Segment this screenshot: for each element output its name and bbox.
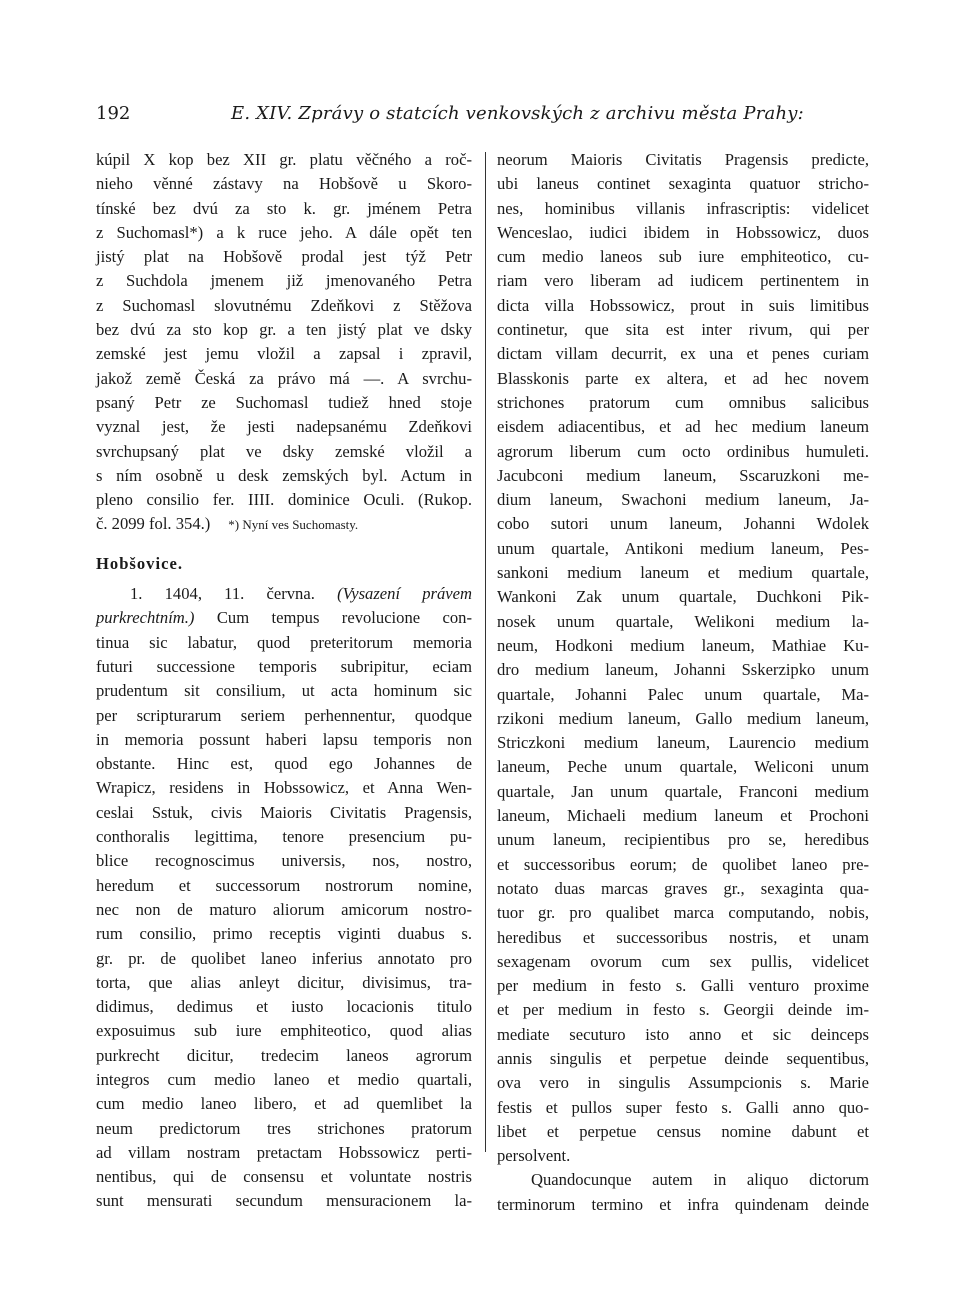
text-line: nieho věnné zástavy na Hobšově u Skoro-	[96, 174, 472, 194]
text-line: unum quartale, Antikoni medium laneum, Pes-	[497, 538, 869, 558]
text-line: Striczkoni medium laneum, Laurencio medium	[497, 733, 869, 753]
text-line: neorum Maioris Civitatis Pragensis predicte,	[497, 150, 869, 169]
text-line: vyznal jest, že jesti nadepsanému Zdeňkovi	[96, 417, 472, 437]
text-line: s ním osobně u desk zemských byl. Actum in	[96, 465, 472, 485]
text-line: ceslai Sstuk, civis Maioris Civitatis Pragensis,	[96, 802, 472, 822]
text-line: psaný Petr ze Suchomasl tudiež hned stoje	[96, 392, 472, 412]
text-line: Wenceslao, iudici ibidem in Hobssowicz, duos	[497, 222, 869, 242]
latin-charter-text-cont	[497, 148, 869, 1168]
entry-title-cont: purkrechtním.)	[96, 608, 195, 628]
section-heading: Hobšovice.	[96, 553, 183, 573]
text-line: z Suchomasl*) a k ruce jeho. A dále opět ten	[96, 222, 472, 242]
text-line: cobo sutori unum laneum, Johanni Wdolek	[497, 514, 869, 534]
text-line: ubi laneus continet sexaginta quatuor stricho-	[497, 174, 869, 194]
text-line: cum medio laneo libero, et ad quemlibet la	[96, 1094, 472, 1114]
text-line: per medium in festo s. Galli venturo proxime	[497, 976, 869, 996]
running-header	[96, 103, 870, 125]
text-line: sunt mensurati secundum mensuracionem la-	[96, 1191, 472, 1211]
text-line: rzikoni medium laneum, Gallo medium laneum,	[497, 708, 869, 728]
entry-title: (Vysazení právem	[337, 584, 473, 604]
text-line: z Suchdola jmenem již jmenovaného Petra	[96, 271, 472, 291]
text-line: Wrapicz, residens in Hobssowicz, et Anna Wen-	[96, 778, 472, 798]
text-line: dium laneum, Swachoni medium laneum, Ja-	[497, 490, 869, 510]
text-line: dicta villa Hobssowicz, prout in suis limitibus	[497, 295, 869, 315]
running-title: E. XIV. Zprávy o statcích venkovských z archivu města Prahy:	[231, 103, 804, 124]
text-line: Quandocunque autem in aliquo dictorum	[531, 1170, 869, 1190]
text-line: cum medio laneos sub iure emphiteotico, cu-	[497, 247, 869, 267]
text-line: Blasskonis parte ex altera, et ad hec novem	[497, 368, 869, 388]
text-line: in memoria possunt haberi lapsu temporis non	[96, 729, 472, 749]
text-line: nosek unum quartale, Welikoni medium la-	[497, 611, 869, 631]
text-line: obstante. Hinc est, quod ego Johannes de	[96, 754, 472, 774]
entry-date: 1. 1404, 11. června.	[130, 584, 315, 604]
footnote: *) Nyní ves Suchomasty.	[228, 517, 359, 533]
text-line: kúpil X kop bez XII gr. platu věčného a roč-	[96, 150, 472, 169]
left-column	[96, 148, 472, 1214]
text-line: pleno consilio fer. IIII. dominice Oculi. (Rukop.	[96, 490, 472, 510]
text-line: unum laneum, recipientibus pro se, heredibus	[497, 830, 869, 850]
text-line: quartale, Johanni Palec unum quartale, Ma-	[497, 684, 869, 704]
text-line: Wankoni Zak unum quartale, Duchkoni Pik-	[497, 587, 869, 607]
text-line: et per medium in festo s. Georgii deinde im-	[497, 1000, 869, 1020]
text-line: bez dvú za sto kop gr. a ten jistý plat ve dsky	[96, 320, 472, 340]
text-line: neum, Hodkoni medium laneum, Mathiae Ku-	[497, 635, 869, 655]
text-line: torta, que alias anleyt dicitur, divisimus, tra-	[96, 972, 472, 992]
latin-paragraph-2	[497, 1168, 869, 1217]
latin-charter-text	[96, 631, 472, 1214]
text-line: didimus, dedimus et iusto locacionis titulo	[96, 997, 472, 1017]
text-line: dictam villam decurrit, ex una et penes curiam	[497, 344, 869, 364]
text-line: nentibus, qui de consensu et voluntate nostris	[96, 1167, 472, 1187]
text-line: persolvent.	[497, 1146, 571, 1166]
czech-paragraph	[96, 148, 472, 512]
text-line: heredum et successorum nostrorum nomine,	[96, 875, 472, 895]
text-line: exposuimus sub iure emphiteotico, quod alias	[96, 1021, 472, 1041]
text-line: z Suchomasl slovutnému Zdeňkovi z Stěžova	[96, 295, 472, 315]
text-line: jakož země Česká za právo má —. A svrchu-	[96, 368, 472, 388]
text-line: riam vero liberam ad iudicem pertinentem in	[497, 271, 869, 291]
text-line: annis singulis et perpetue deinde sequentibus,	[497, 1048, 869, 1068]
text-line: futuri successione temporis subripitur, eciam	[96, 656, 472, 676]
text-line: gr. pr. de quolibet laneo inferius annotato pro	[96, 948, 472, 968]
text-line: tínské bez dvú za sto k. gr. jménem Petra	[96, 198, 472, 218]
text-line: zemské jest jemu vložil a zapsal i zpravil,	[96, 344, 472, 364]
text-line: tinua sic labatur, quod preteritorum memoria	[96, 632, 472, 652]
entry-second-line	[96, 606, 472, 630]
text-line: neum predictorum tres strichones pratorum	[96, 1118, 472, 1138]
text-line: et successoribus eorum; de quolibet laneo pre-	[497, 854, 869, 874]
column-divider	[485, 152, 486, 1152]
text-line: eisdem adiacentibus, et ad hec medium laneum	[497, 417, 869, 437]
text-line: laneum, Peche unum quartale, Weliconi unum	[497, 757, 869, 777]
text-line: nec non de maturo aliorum amicorum nostro-	[96, 899, 472, 919]
text-line: blice recognoscimus universis, nos, nostro,	[96, 851, 472, 871]
text-line: sexagenam ovorum cum sex pullis, videlicet	[497, 951, 869, 971]
text-line: heredibus et successoribus nostris, et unam	[497, 927, 869, 947]
text-line: notato duas marcas graves gr., sexaginta qua-	[497, 878, 869, 898]
text-line: libet et perpetue census nomine dabunt et	[497, 1121, 869, 1141]
text-line: dro medium laneum, Johanni Sskerzipko unum	[497, 660, 869, 680]
text-line: per scripturarum seriem perhennentur, quodque	[96, 705, 472, 725]
text-line: prudentum sit consilium, ut acta hominum sic	[96, 681, 472, 701]
text-line: ova vero in singulis Assumpcionis s. Marie	[497, 1073, 869, 1093]
text-line: strichones pratorum cum omnibus salicibus	[497, 392, 869, 412]
text-line: rum consilio, primo receptis viginti duabus s.	[96, 924, 472, 944]
entry-first-line	[96, 582, 472, 606]
entry-text: Cum tempus revolucione con-	[216, 608, 472, 628]
text-line: svrchupsaný plat ve dsky zemské vložil a	[96, 441, 472, 461]
text-line: continetur, que sita est inter rivum, qui per	[497, 320, 869, 340]
text-line: Jacubconi medium laneum, Sscaruzkoni me-	[497, 465, 869, 485]
text-line: integros cum medio laneo et medio quartali,	[96, 1069, 472, 1089]
source-reference: č. 2099 fol. 354.)	[96, 514, 211, 534]
page-number: 192	[96, 103, 131, 124]
text-line: conthoralis legittima, tenore presencium pu-	[96, 827, 472, 847]
text-line: laneum, Michaeli medium laneum et Prochoni	[497, 806, 869, 826]
text-line: purkrecht dicitur, tredecim laneos agrorum	[96, 1045, 472, 1065]
text-line	[96, 512, 472, 537]
text-line: tuor gr. pro qualibet marca computando, nobis,	[497, 903, 869, 923]
text-line: quartale, Jan unum quartale, Franconi medium	[497, 781, 869, 801]
text-line: agrorum liberum cum octo ordinibus humuleti.	[497, 441, 869, 461]
text-line: jistý plat na Hobšově prodal jest týž Petr	[96, 247, 472, 267]
text-line: nes, hominibus villanis infrascriptis: videlicet	[497, 198, 869, 218]
text-line: terminorum termino et infra quindenam deinde	[497, 1194, 869, 1214]
text-line: ad villam nostram pretactam Hobssowicz perti-	[96, 1142, 472, 1162]
text-line: sankoni medium laneum et medium quartale,	[497, 563, 869, 583]
text-line: festis et pullos super festo s. Galli anno quo-	[497, 1097, 869, 1117]
text-line: mediate secuturo isto anno et sic deinceps	[497, 1024, 869, 1044]
right-column	[497, 148, 869, 1217]
